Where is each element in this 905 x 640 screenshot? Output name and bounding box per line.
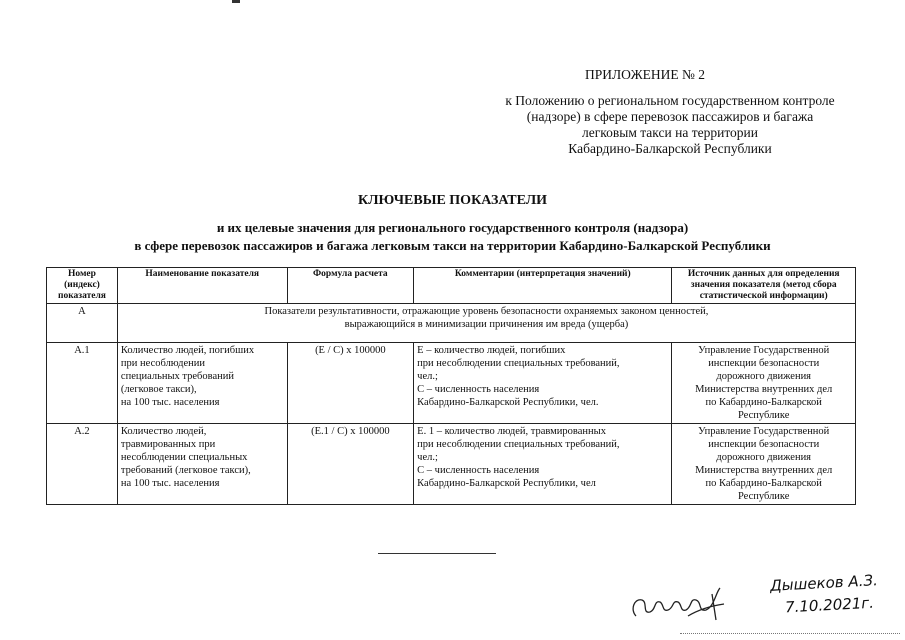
row-name-line: требований (легковое такси), xyxy=(120,465,251,476)
appendix-subtitle-line: (надзоре) в сфере перевозок пассажиров и багажа xyxy=(526,109,814,124)
appendix-subtitle-line: легковым такси на территории xyxy=(581,125,758,140)
document-subtitle-line: в сфере перевозок пассажиров и багажа легковым такси на территории Кабардино-Балкарской Республики xyxy=(134,238,771,253)
row-index: А.1 xyxy=(47,343,118,424)
row-source-line: инспекции безопасности xyxy=(708,439,820,450)
row-formula: (Е.1 / С) х 100000 xyxy=(287,424,414,505)
kpi-table xyxy=(46,267,856,505)
appendix-subtitle xyxy=(460,93,880,157)
document-subtitle-line: и их целевые значения для регионального государственного контроля (надзора) xyxy=(216,220,689,235)
header-text: Формула расчета xyxy=(313,269,388,279)
section-line: выражающийся в минимизации причинения им вреда (ущерба) xyxy=(344,319,629,330)
header-comments xyxy=(414,268,672,304)
header-text: показателя xyxy=(57,291,106,301)
row-comment-line: Е – количество людей, погибших xyxy=(417,345,566,356)
row-name-line: травмированных при xyxy=(120,439,216,450)
row-source-line: Управление Государственной xyxy=(698,345,830,356)
header-text: Наименование показателя xyxy=(145,269,260,279)
row-source-line: Управление Государственной xyxy=(698,426,830,437)
section-row xyxy=(47,304,856,343)
document-subtitle xyxy=(0,219,905,255)
row-comment-line: Кабардино-Балкарской Республики, чел. xyxy=(417,397,599,408)
row-source-line: по Кабардино-Балкарской xyxy=(705,397,822,408)
document-title: КЛЮЧЕВЫЕ ПОКАЗАТЕЛИ xyxy=(357,193,548,208)
row-name-line: (легковое такси), xyxy=(120,384,197,395)
closing-rule xyxy=(378,553,496,554)
page-bottom-edge xyxy=(680,633,900,638)
row-comment-line: при несоблюдении специальных требований, xyxy=(417,358,620,369)
row-name-line: на 100 тыс. населения xyxy=(120,397,220,408)
table-row xyxy=(47,424,856,505)
row-formula: (Е / С) х 100000 xyxy=(287,343,414,424)
row-comment-line: С – численность населения xyxy=(417,465,540,476)
row-comment-line: при несоблюдении специальных требований, xyxy=(417,439,620,450)
header-index xyxy=(47,268,118,304)
row-name-line: специальных требований xyxy=(120,371,234,382)
handwritten-name: Дышеков А.З. xyxy=(769,571,879,595)
header-text: (индекс) xyxy=(64,280,100,290)
scan-artifact xyxy=(232,0,240,3)
row-source-line: инспекции безопасности xyxy=(708,358,820,369)
row-comment-line: Кабардино-Балкарской Республики, чел xyxy=(417,478,596,489)
appendix-subtitle-line: Кабардино-Балкарской Республики xyxy=(568,141,772,156)
row-index: А.2 xyxy=(47,424,118,505)
row-comment xyxy=(414,424,672,505)
row-source-line: Республике xyxy=(737,410,790,421)
section-line: Показатели результативности, отражающие уровень безопасности охраняемых законом ценностей, xyxy=(264,306,709,317)
row-source-line: Министерства внутренних дел xyxy=(695,465,833,476)
row-source xyxy=(672,343,856,424)
row-name-line: при несоблюдении xyxy=(120,358,205,369)
table-row xyxy=(47,343,856,424)
header-text: Комментарии (интерпретация значений) xyxy=(454,269,631,279)
header-text: статистической информации) xyxy=(699,291,828,301)
row-comment-line: Е. 1 – количество людей, травмированных xyxy=(417,426,606,437)
row-name-line: Количество людей, погибших xyxy=(120,345,255,356)
row-name-line: на 100 тыс. населения xyxy=(120,478,220,489)
appendix-number: ПРИЛОЖЕНИЕ № 2 xyxy=(585,67,706,82)
row-source-line: по Кабардино-Балкарской xyxy=(705,478,822,489)
row-source-line: дорожного движения xyxy=(716,452,812,463)
row-comment-line: С – численность населения xyxy=(417,384,540,395)
row-source-line: Республике xyxy=(737,491,790,502)
handwritten-signature xyxy=(628,580,738,625)
header-formula xyxy=(287,268,414,304)
header-text: значения показателя (метод сбора xyxy=(690,280,837,290)
handwritten-date: 7.10.2021г. xyxy=(784,593,875,617)
row-comment-line: чел.; xyxy=(417,452,438,463)
row-source-line: дорожного движения xyxy=(716,371,812,382)
row-name-line: несоблюдении специальных xyxy=(120,452,248,463)
row-name xyxy=(117,343,287,424)
row-source-line: Министерства внутренних дел xyxy=(695,384,833,395)
appendix-subtitle-line: к Положению о региональном государственном контроле xyxy=(505,93,835,108)
section-description xyxy=(117,304,855,343)
header-source xyxy=(672,268,856,304)
row-name-line: Количество людей, xyxy=(120,426,207,437)
table-header-row xyxy=(47,268,856,304)
header-name xyxy=(117,268,287,304)
section-index: А xyxy=(47,304,118,343)
header-text: Номер xyxy=(67,269,96,279)
row-comment xyxy=(414,343,672,424)
row-comment-line: чел.; xyxy=(417,371,438,382)
header-text: Источник данных для определения xyxy=(687,269,840,279)
row-source xyxy=(672,424,856,505)
row-name xyxy=(117,424,287,505)
